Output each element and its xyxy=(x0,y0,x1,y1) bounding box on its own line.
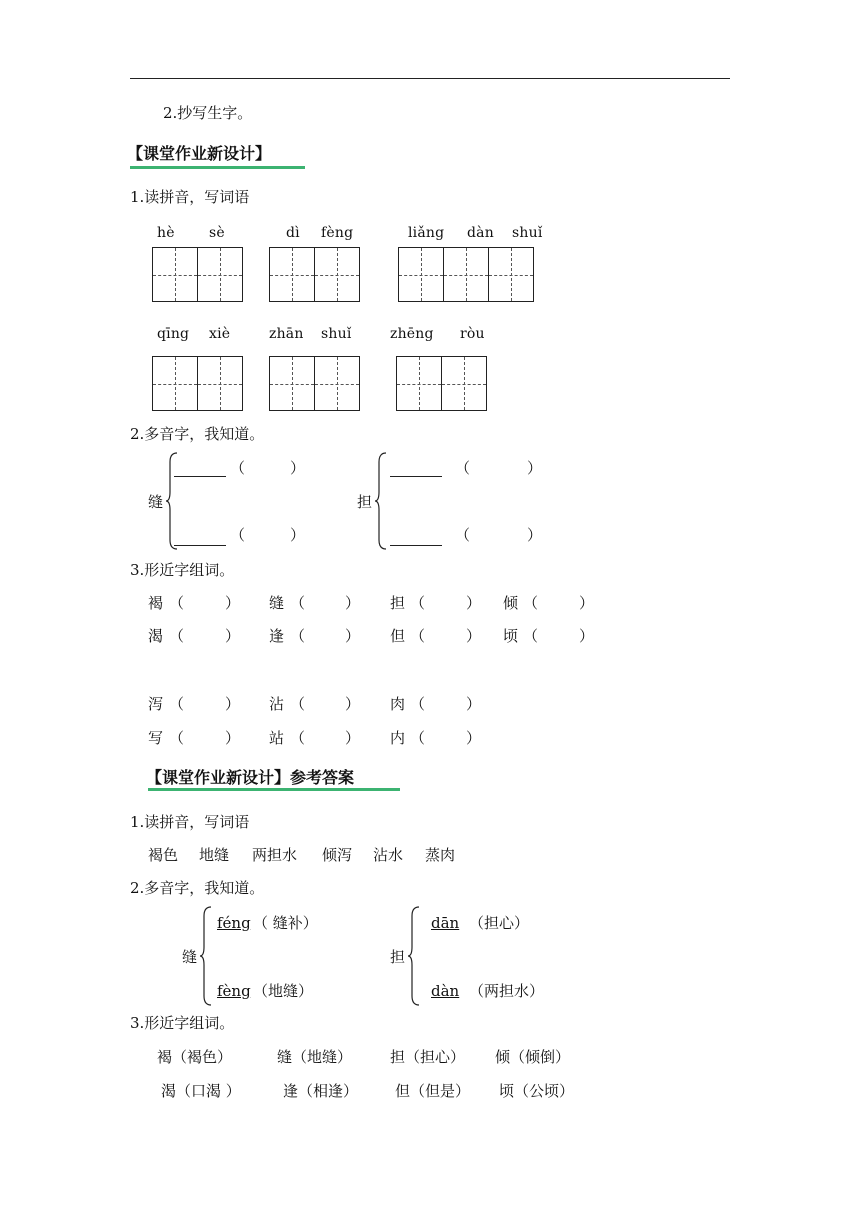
paren-close: ） xyxy=(466,729,482,747)
pinyin: zhān xyxy=(269,326,304,342)
pinyin: sè xyxy=(209,225,225,241)
similar-char: 但 xyxy=(390,627,406,645)
similar-char: 沾 xyxy=(269,695,285,713)
pinyin: dì xyxy=(286,225,300,241)
pinyin: dàn xyxy=(467,225,494,241)
similar-char: 内 xyxy=(390,729,406,747)
paren-close: ） xyxy=(527,459,543,477)
answer-pinyin: dān xyxy=(431,914,460,932)
pinyin: ròu xyxy=(460,326,485,342)
answer-pinyin: fèng xyxy=(217,982,251,1000)
answer-pinyin: féng xyxy=(217,914,251,932)
answer-word: 担（担心） xyxy=(390,1048,466,1066)
answer-word: （两担水） xyxy=(469,982,545,1000)
pinyin: qīng xyxy=(157,326,190,342)
similar-char: 褐 xyxy=(148,594,164,612)
paren-close: ） xyxy=(290,526,306,544)
paren-open: （ xyxy=(523,627,539,645)
writing-grid[interactable] xyxy=(396,356,487,411)
answer-word: 倾泻 xyxy=(322,846,353,864)
answer-word: 沾水 xyxy=(373,846,404,864)
polyphone-char-dan: 担 xyxy=(357,493,373,511)
paren-close: ） xyxy=(466,627,482,645)
answer-word: 倾（倾倒） xyxy=(495,1048,571,1066)
answer-word: 但（但是） xyxy=(395,1082,471,1100)
paren-close: ） xyxy=(225,729,241,747)
answer-word: 顷（公顷） xyxy=(499,1082,575,1100)
paren-close: ） xyxy=(345,627,361,645)
similar-char: 顷 xyxy=(503,627,519,645)
answers-q1-prompt: 1.读拼音，写词语 xyxy=(130,813,250,831)
paren-open: （ xyxy=(455,526,471,544)
similar-char: 渴 xyxy=(148,627,164,645)
answer-polyphone-dan: 担 xyxy=(390,948,406,966)
left-brace-icon xyxy=(166,452,178,550)
paren-open: （ xyxy=(410,627,426,645)
writing-grid[interactable] xyxy=(398,247,534,302)
similar-char: 缝 xyxy=(269,594,285,612)
paren-close: ） xyxy=(345,729,361,747)
paren-open: （ xyxy=(230,526,246,544)
pinyin: hè xyxy=(157,225,175,241)
pinyin: shuǐ xyxy=(512,225,543,241)
left-brace-icon xyxy=(408,906,420,1006)
answers-title: 【课堂作业新设计】参考答案 xyxy=(146,768,355,787)
similar-char: 写 xyxy=(148,729,164,747)
paren-close: ） xyxy=(527,526,543,544)
answer-word: 褐色 xyxy=(148,846,179,864)
exercise-title-highlight xyxy=(130,166,305,169)
pinyin: shuǐ xyxy=(321,326,352,342)
answer-word: 渴（口渴 ） xyxy=(161,1082,241,1100)
answers-title-highlight xyxy=(148,788,400,791)
pinyin: zhēng xyxy=(390,326,434,342)
answer-word: （ 缝补） xyxy=(253,914,318,932)
pinyin: fèng xyxy=(321,225,354,241)
answer-blank[interactable] xyxy=(174,476,226,477)
q3-prompt: 3.形近字组词。 xyxy=(130,561,235,579)
similar-char: 担 xyxy=(390,594,406,612)
q1-prompt: 1.读拼音，写词语 xyxy=(130,188,250,206)
paren-open: （ xyxy=(290,594,306,612)
answer-word: 褐（褐色） xyxy=(157,1048,233,1066)
paren-close: ） xyxy=(466,594,482,612)
paren-open: （ xyxy=(169,594,185,612)
left-brace-icon xyxy=(375,452,387,550)
paren-close: ） xyxy=(466,695,482,713)
similar-char: 站 xyxy=(269,729,285,747)
paren-close: ） xyxy=(225,627,241,645)
answer-word: 逢（相逢） xyxy=(283,1082,359,1100)
left-brace-icon xyxy=(200,906,212,1006)
paren-close: ） xyxy=(345,695,361,713)
answers-q3-prompt: 3.形近字组词。 xyxy=(130,1014,235,1032)
paren-open: （ xyxy=(410,729,426,747)
polyphone-char-feng: 缝 xyxy=(148,493,164,511)
answers-q2-prompt: 2.多音字，我知道。 xyxy=(130,879,265,897)
paren-open: （ xyxy=(290,627,306,645)
paren-close: ） xyxy=(345,594,361,612)
answer-word: 蒸肉 xyxy=(425,846,456,864)
answer-blank[interactable] xyxy=(390,545,442,546)
answer-word: 两担水 xyxy=(252,846,298,864)
paren-open: （ xyxy=(455,459,471,477)
paren-close: ） xyxy=(579,627,595,645)
paren-open: （ xyxy=(290,729,306,747)
paren-close: ） xyxy=(579,594,595,612)
similar-char: 倾 xyxy=(503,594,519,612)
paren-open: （ xyxy=(290,695,306,713)
q2-prompt: 2.多音字，我知道。 xyxy=(130,425,265,443)
pinyin: liǎng xyxy=(408,225,445,241)
paren-close: ） xyxy=(225,594,241,612)
pinyin: xiè xyxy=(209,326,231,342)
answer-polyphone-feng: 缝 xyxy=(182,948,198,966)
paren-open: （ xyxy=(169,729,185,747)
similar-char: 肉 xyxy=(390,695,406,713)
writing-grid[interactable] xyxy=(152,356,243,411)
exercise-title: 【课堂作业新设计】 xyxy=(127,144,272,163)
top-rule xyxy=(130,78,730,79)
answer-word: 地缝 xyxy=(199,846,230,864)
paren-open: （ xyxy=(410,594,426,612)
paren-close: ） xyxy=(290,459,306,477)
answer-pinyin: dàn xyxy=(431,982,460,1000)
answer-word: （担心） xyxy=(469,914,530,932)
paren-open: （ xyxy=(230,459,246,477)
writing-grid[interactable] xyxy=(269,247,360,302)
similar-char: 泻 xyxy=(148,695,164,713)
answer-blank[interactable] xyxy=(174,545,226,546)
paren-open: （ xyxy=(169,627,185,645)
paren-close: ） xyxy=(225,695,241,713)
answer-word: 缝（地缝） xyxy=(277,1048,353,1066)
answer-blank[interactable] xyxy=(390,476,442,477)
paren-open: （ xyxy=(410,695,426,713)
answer-word: （地缝） xyxy=(253,982,314,1000)
intro-item-2: 2.抄写生字。 xyxy=(163,104,253,122)
paren-open: （ xyxy=(169,695,185,713)
similar-char: 逢 xyxy=(269,627,285,645)
writing-grid[interactable] xyxy=(152,247,243,302)
paren-open: （ xyxy=(523,594,539,612)
writing-grid[interactable] xyxy=(269,356,360,411)
